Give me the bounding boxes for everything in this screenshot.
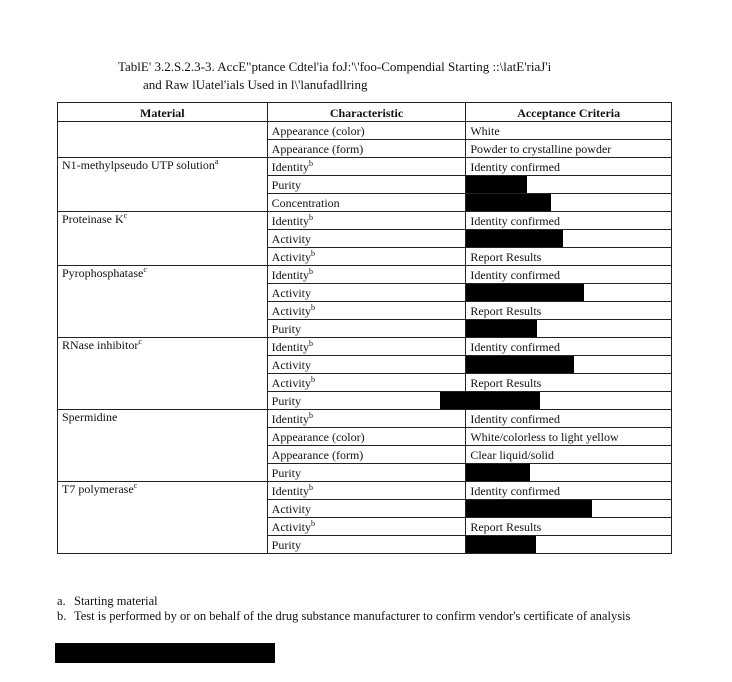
acceptance-criteria-cell [466, 428, 672, 446]
acceptance-criteria-cell [466, 230, 672, 248]
material-cell [58, 482, 268, 554]
criteria-text: Report Results [470, 250, 542, 264]
redaction-box [466, 464, 530, 481]
table-title [118, 58, 551, 94]
characteristic-cell [267, 212, 466, 230]
characteristic-cell [267, 500, 466, 518]
characteristic-text: Identity [271, 484, 309, 498]
footnote-ref: b [311, 249, 315, 258]
table-row [58, 122, 672, 140]
acceptance-criteria-cell [466, 194, 672, 212]
characteristic-cell [267, 428, 466, 446]
acceptance-criteria-cell [466, 536, 672, 554]
characteristic-text: Activity [271, 250, 311, 264]
acceptance-criteria-cell [466, 302, 672, 320]
criteria-text: Powder to crystalline powder [470, 142, 612, 156]
footnote-b [57, 609, 697, 624]
characteristic-text: Purity [271, 538, 302, 552]
characteristic-cell [267, 230, 466, 248]
title-line-2: and Raw lUatel'ials Used in l\'lanufadllring [143, 77, 368, 92]
characteristic-cell [267, 356, 466, 374]
footnote-ref: b [309, 339, 313, 348]
table-row [58, 482, 672, 500]
table-header-row [58, 103, 672, 122]
redaction-box [466, 284, 584, 301]
characteristic-text: Activity [271, 376, 311, 390]
material-cell [58, 266, 268, 338]
characteristic-text: Purity [271, 178, 302, 192]
characteristic-text: Identity [271, 412, 309, 426]
footnote-text: Starting material [74, 594, 158, 608]
characteristic-cell [267, 248, 466, 266]
characteristic-cell [267, 194, 466, 212]
acceptance-criteria-cell [466, 266, 672, 284]
characteristic-text: Activity [271, 520, 311, 534]
footnote-ref: c [133, 481, 138, 490]
acceptance-criteria-table [57, 102, 672, 554]
criteria-text: Identity confirmed [470, 160, 560, 174]
acceptance-criteria-cell [466, 392, 672, 410]
redaction-box [466, 176, 527, 193]
acceptance-criteria-cell [466, 338, 672, 356]
redaction-box [466, 320, 537, 337]
characteristic-text: Identity [271, 268, 309, 282]
footnote-ref: b [309, 267, 313, 276]
material-name: T7 polymerase [62, 482, 134, 496]
redaction-box [466, 230, 563, 247]
footnote-ref: c [123, 211, 128, 220]
acceptance-criteria-cell [466, 122, 672, 140]
characteristic-cell [267, 158, 466, 176]
material-cell [58, 158, 268, 212]
material-name: RNase inhibitor [62, 338, 139, 352]
footnote-text: Test is performed by or on behalf of the drug substance manufacturer to confirm vendor's certificate of analysis [74, 609, 631, 623]
characteristic-cell [267, 320, 466, 338]
characteristic-cell [267, 482, 466, 500]
footnote-ref: b [309, 483, 313, 492]
acceptance-criteria-cell [466, 464, 672, 482]
footnote-ref: b [309, 213, 313, 222]
characteristic-text: Appearance (form) [271, 142, 364, 156]
footnote-ref: b [311, 303, 315, 312]
footnote-ref: b [311, 519, 315, 528]
acceptance-criteria-cell [466, 356, 672, 374]
acceptance-criteria-cell [466, 320, 672, 338]
characteristic-text: Activity [271, 286, 311, 300]
characteristic-text: Identity [271, 340, 309, 354]
criteria-text: White/colorless to light yellow [470, 430, 619, 444]
acceptance-criteria-cell [466, 410, 672, 428]
material-name: Proteinase K [62, 212, 124, 226]
characteristic-text: Purity [271, 322, 302, 336]
characteristic-cell [267, 446, 466, 464]
table-row [58, 158, 672, 176]
material-cell [58, 410, 268, 482]
material-cell [58, 212, 268, 266]
characteristic-cell [267, 374, 466, 392]
characteristic-cell [267, 122, 466, 140]
characteristic-text: Purity [271, 466, 302, 480]
acceptance-criteria-cell [466, 284, 672, 302]
acceptance-criteria-cell [466, 500, 672, 518]
material-cell [58, 338, 268, 410]
material-name: Spermidine [62, 410, 118, 424]
characteristic-text: Appearance (color) [271, 430, 365, 444]
characteristic-text: Activity [271, 502, 311, 516]
characteristic-cell [267, 302, 466, 320]
characteristic-cell [267, 392, 466, 410]
characteristic-text: Activity [271, 304, 311, 318]
material-cell [58, 122, 268, 158]
footnote-ref: c [138, 337, 142, 346]
characteristic-text: Identity [271, 214, 309, 228]
criteria-text: Report Results [470, 520, 542, 534]
criteria-text: Report Results [470, 376, 542, 390]
criteria-text: Identity confirmed [470, 484, 560, 498]
acceptance-criteria-cell [466, 482, 672, 500]
characteristic-cell [267, 410, 466, 428]
acceptance-criteria-cell [466, 248, 672, 266]
table-row [58, 266, 672, 284]
redaction-box [466, 536, 536, 553]
criteria-text: Identity confirmed [470, 268, 560, 282]
characteristic-text: Activity [271, 358, 311, 372]
footnote-ref: b [311, 375, 315, 384]
characteristic-text: Purity [271, 394, 302, 408]
characteristic-cell [267, 338, 466, 356]
material-name: N1-methylpseudo UTP solution [62, 158, 215, 172]
footnote-ref: b [309, 411, 313, 420]
acceptance-criteria-cell [466, 518, 672, 536]
criteria-text: Identity confirmed [470, 214, 560, 228]
criteria-text: Identity confirmed [470, 340, 560, 354]
acceptance-criteria-cell [466, 446, 672, 464]
characteristic-cell [267, 464, 466, 482]
header-material: Material [58, 103, 268, 122]
header-characteristic: Characteristic [267, 103, 466, 122]
characteristic-cell [267, 176, 466, 194]
material-name: Pyrophosphatase [62, 266, 144, 280]
table-row [58, 212, 672, 230]
acceptance-criteria-cell [466, 212, 672, 230]
characteristic-cell [267, 536, 466, 554]
redaction-box [55, 643, 275, 663]
acceptance-criteria-cell [466, 158, 672, 176]
characteristic-text: Concentration [271, 196, 340, 210]
redaction-box [466, 500, 592, 517]
characteristic-text: Activity [271, 232, 311, 246]
table-row [58, 410, 672, 428]
table-row [58, 338, 672, 356]
footnote-a [57, 594, 697, 609]
redaction-box [440, 392, 540, 409]
characteristic-text: Identity [271, 160, 309, 174]
title-line-1: TablE' 3.2.S.2.3-3. AccE"ptance Cdtel'ia foJ:'\'foo-Compendial Starting ::\latE'riaJ'i [118, 59, 552, 74]
characteristic-cell [267, 284, 466, 302]
redaction-box [466, 356, 574, 373]
header-acceptance-criteria: Acceptance Criteria [466, 103, 672, 122]
characteristic-text: Appearance (form) [271, 448, 364, 462]
criteria-text: Identity confirmed [470, 412, 560, 426]
footnotes [57, 594, 697, 624]
footnote-ref: b [309, 159, 313, 168]
acceptance-criteria-cell [466, 176, 672, 194]
footnote-marker: b. [57, 609, 67, 623]
footnote-ref: a [214, 157, 219, 166]
footnote-ref: c [143, 265, 147, 274]
criteria-text: White [470, 124, 500, 138]
characteristic-text: Appearance (color) [271, 124, 365, 138]
characteristic-cell [267, 140, 466, 158]
criteria-text: Report Results [470, 304, 542, 318]
characteristic-cell [267, 518, 466, 536]
footnote-marker: a. [57, 594, 66, 608]
characteristic-cell [267, 266, 466, 284]
acceptance-criteria-cell [466, 140, 672, 158]
redaction-box [466, 194, 551, 211]
acceptance-criteria-cell [466, 374, 672, 392]
criteria-text: Clear liquid/solid [470, 448, 554, 462]
